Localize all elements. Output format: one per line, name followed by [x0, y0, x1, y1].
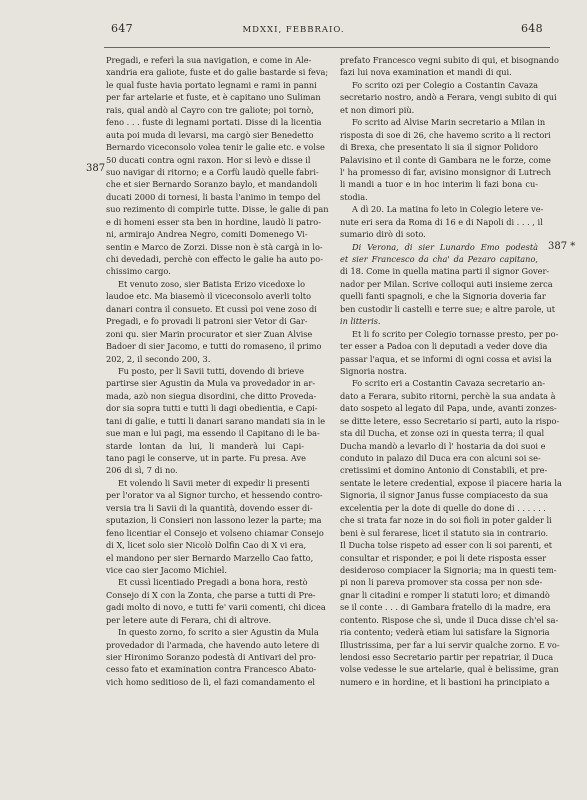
text-line: 206 di sì, 7 di no. [106, 465, 178, 476]
text-line: Illustrissima, per far a lui servir qualche zorno. E vo- [340, 639, 560, 650]
text-line: tani di galie, e tutti li danari sarano mandati sia in le [106, 415, 326, 426]
text-line: Fo scrito ozi per Colegio a Costantin Cavaza [352, 79, 538, 90]
text-line: partirse sier Agustin da Mula va provedador in ar- [106, 378, 316, 389]
text-line: per letere aute di Ferara, chi di altrove. [106, 614, 272, 625]
text-line: contento. Rispose che sì, unde il Duca disse ch'el sa- [340, 614, 559, 625]
text-line: consultar et risponder, e poi li dete risposta esser [340, 552, 547, 563]
text-line: risposta di soe di 26, che havemo scrito a li rectori [340, 129, 551, 140]
text-line: sentate le letere credential, expose il piacere haria la [340, 477, 562, 488]
text-line: et non dimori più. [340, 104, 415, 115]
text-line: sentin e Marco de Zorzi. Disse non è stà cargà in lo- [106, 241, 323, 252]
text-line: gnar li citadini e romper li statuti loro; et dimandò [340, 589, 550, 600]
text-line: che et sier Bernardo Soranzo baylo, et mandandoli [106, 179, 318, 190]
text-line: Et cussì licentiado Pregadi a bona hora, restò [118, 577, 308, 588]
right-margin-note: 387 * [548, 241, 576, 252]
text-line: suo navigar di ritorno; e a Corfù laudò quelle fabri- [106, 166, 319, 177]
text-line: Ducha mandò a levarlo di l' hostaria da doi suoi e [340, 440, 546, 451]
text-line: sue man e lui pagi, ma essendo il Capitano di le ba- [106, 428, 320, 439]
text-line: dato sospeto al legato dil Papa, unde, avanti zonzes- [340, 403, 557, 414]
text-line: di Brexa, che presentato li sia il signor Polidoro [340, 142, 538, 153]
left-text-column [106, 54, 329, 688]
text-line: stodia. [340, 191, 368, 202]
text-line: per far artelarie et fuste, et è capitano uno Suliman [106, 92, 321, 103]
text-line: Fo scrito eri a Costantin Cavaza secretario an- [352, 378, 545, 389]
text-line: tano pagi le conserve, ut in parte. Fu presa. Ave [106, 453, 306, 463]
text-line: se il conte . . . di Gambara fratello di la madre, era [340, 602, 551, 613]
text-line: vice cao sier Jacomo Michiel. [106, 564, 227, 575]
text-line: Signoria, il signor Janus fusse compiacesto da sua [340, 490, 549, 501]
header-rule [104, 47, 550, 48]
text-line: ducati 2000 di tornesi, li basta l'animo in tempo del [106, 191, 321, 202]
text-line: Il Ducha tolse rispeto ad esser con li soi parenti, et [340, 540, 553, 551]
text-line: ter esser a Padoa con li deputadi a veder dove dia [340, 341, 548, 352]
text-line: zoni qu. sier Marin procurator et sier Zuan Alvise [106, 328, 313, 339]
left-page-number: 647 [111, 22, 133, 35]
text-line: provedador di l'armada, che havendo auto letere di [106, 639, 320, 650]
text-line: volse vedesse le sue artelarie, qual è belissime, gran [340, 664, 559, 675]
text-line: sputazion, li Consieri non lassono lezer la parte; ma [106, 515, 322, 526]
text-line: 202, 2, il secondo 200, 3. [106, 353, 211, 364]
text-line: Pregadi, e fo provadi li patroni sier Vetor di Gar- [106, 316, 308, 327]
text-line: gadi molto di novo, e tutti fe' varii comenti, chi dicea [106, 602, 326, 613]
text-line: excelentia per la dote di quelle do done di . . . . . . [340, 502, 546, 513]
text-line: passar l'aqua, et se informi di ogni cossa et avisi la [340, 353, 552, 364]
text-line: cretissimi et domino Antonio di Constabili, et pre- [340, 465, 548, 476]
text-line: rais, qual andò al Cayro con tre galiote; poi tornò, [106, 104, 314, 115]
text-line: sumario dirò di soto. [340, 229, 426, 240]
text-line: le qual fuste havia portato legnami e rami in panni [106, 79, 317, 90]
text-line: dor sia sopra tutti e tutti li dagi obedientia, e Capi- [106, 403, 318, 414]
text-line: Fu posto, per li Savii tutti, dovendo di brieve [118, 365, 304, 376]
text-line: fazi lui nova examination et mandi di qui. [340, 67, 512, 78]
text-line: versia tra li Savii di la quantità, dovendo esser di- [106, 502, 313, 513]
text-line: di X, licet solo sier Nicolò Dolfin Cao di X vi era, [106, 540, 307, 551]
text-line: beni è sul ferarese, licet il statuto sia in contrario. [340, 527, 549, 538]
running-title: MDXXI, FEBBRAIO. [242, 25, 345, 35]
text-line: feno . . . fuste di legnami portati. Disse di la licentia [106, 117, 322, 128]
text-line: ni, armirajo Andrea Negro, comiti Domenego Vi- [106, 229, 308, 240]
text-line: nador per Milan. Scrive colloqui auti insieme zerca [340, 278, 553, 289]
text-line: feno licentiar el Consejo et volseno chiamar Consejo [106, 527, 324, 538]
text-line: Di Verona, di sier Lunardo Emo podestà [352, 241, 538, 252]
text-line: suo rezimento di compirle tutte. Disse, le galie di pan [106, 204, 329, 215]
text-line: ria contento; vederà etiam lui satisfare la Signoria [340, 627, 550, 638]
text-line: pi non li pareva promover sta cossa per non sde- [340, 577, 543, 588]
text-line: In questo zorno, fo scrito a sier Agustin da Mula [118, 627, 319, 638]
text-line: per l'orator va al Signor turcho, et hessendo contro- [106, 490, 323, 501]
text-line: Pregadi, e referì la sua navigation, e come in Ale- [106, 55, 312, 65]
text-line: conduto in palazo dil Duca era con alcuni soi se- [340, 453, 541, 463]
text-line: A dì 20. La matina fo leto in Colegio letere ve- [352, 204, 544, 215]
text-line: Et volendo li Savii meter di expedir li presenti [118, 477, 310, 488]
text-line: che si trata far noze in do soi fioli in poter galder li [340, 515, 552, 526]
text-line: Et venuto zoso, sier Batista Erizo vicedoxe lo [118, 278, 306, 289]
text-line: li mandi a tuor e in hoc interim li fazi bona cu- [340, 179, 538, 190]
text-line: se ditte letere, esso Secretario si parti, auto la rispo- [340, 415, 560, 426]
text-line: secretario nostro, andò a Ferara, vengi subito di qui [340, 92, 557, 103]
text-line: Fo scrito ad Alvise Marin secretario a Milan in [352, 117, 546, 128]
text-line: 50 ducati contra ogni raxon. Hor si levò e disse il [106, 154, 311, 165]
text-line: et sier Francesco da cha' da Pezaro capitano, [340, 254, 538, 264]
text-line: Badoer di sier Jacomo, e tutti do romaseno, il primo [106, 341, 322, 352]
text-line: l' ha promesso di far, avisino monsignor di Lutrech [340, 166, 552, 177]
text-line: numero e in hordine, et li bastioni ha principiato a [340, 676, 550, 687]
text-line: cesso fato et examination contra Francesco Abato- [106, 664, 317, 675]
text-line: ben custodir li castelli e terre sue; e altre parole, ut [340, 303, 556, 314]
text-line: sier Hironimo Soranzo podestà di Antivari del pro- [106, 652, 317, 662]
text-line: mada, azò non siegua disordini, che ditto Proveda- [106, 390, 317, 401]
text-line: in litteris. [340, 316, 381, 327]
text-line: laudoe etc. Ma biasemò il viceconsolo averli tolto [106, 291, 312, 302]
text-line: Signoria nostra. [340, 365, 407, 376]
text-line: dato a Ferara, subito ritorni, perchè la sua andata à [340, 390, 556, 401]
text-line: Et li fo scrito per Colegio tornasse presto, per po- [352, 328, 559, 339]
right-page-number: 648 [521, 22, 543, 35]
text-line: auta poi muda di levarsi, ma cargò sier Benedetto [106, 129, 314, 140]
text-line: chissimo cargo. [106, 266, 171, 277]
text-line: Palavisino et il conte di Gambara ne le forze, come [340, 154, 551, 165]
text-line: nute eri sera da Roma di 16 e di Napoli di . . . , il [340, 216, 543, 227]
text-line: chi devedadi, perchè con effecto le galie ha auto po- [106, 254, 323, 264]
text-line: e di homeni esser sta ben in hordine, laudò li patro- [106, 216, 321, 227]
text-line: prefato Francesco vegni subito di qui, et bisognando [340, 55, 559, 65]
text-line: xandria era galiote, fuste et do galie bastarde si feva; [106, 67, 329, 78]
text-line: vich homo seditioso de lì, el fazi comandamento el [106, 676, 316, 687]
text-line: Consejo di X con la Zonta, che parse a tutti di Pre- [106, 589, 316, 600]
text-line: el mandono per sier Bernardo Marzello Cao fatto, [106, 552, 314, 563]
text-line: desideroso compiacer la Signoria; ma in questi tem- [340, 564, 557, 575]
text-line: starde lontan da lui, li manderà lui Capi- [106, 440, 304, 451]
left-margin-note: 387 [86, 163, 106, 174]
text-line: lendosi esso Secretario partir per repatriar, il Duca [340, 652, 554, 662]
text-line: Bernardo viceconsolo volea tenir le galie etc. e volse [106, 142, 325, 153]
text-line: di 18. Come in quella matina parti il signor Gover- [340, 266, 550, 277]
text-line: quelli fanti spagnoli, e che la Signoria doveria far [340, 291, 546, 302]
text-line: danari contra il consueto. Et cussì poi vene zoso di [106, 303, 317, 314]
text-line: sta dil Ducha, et zonse ozi in questa terra; il qual [340, 428, 545, 439]
